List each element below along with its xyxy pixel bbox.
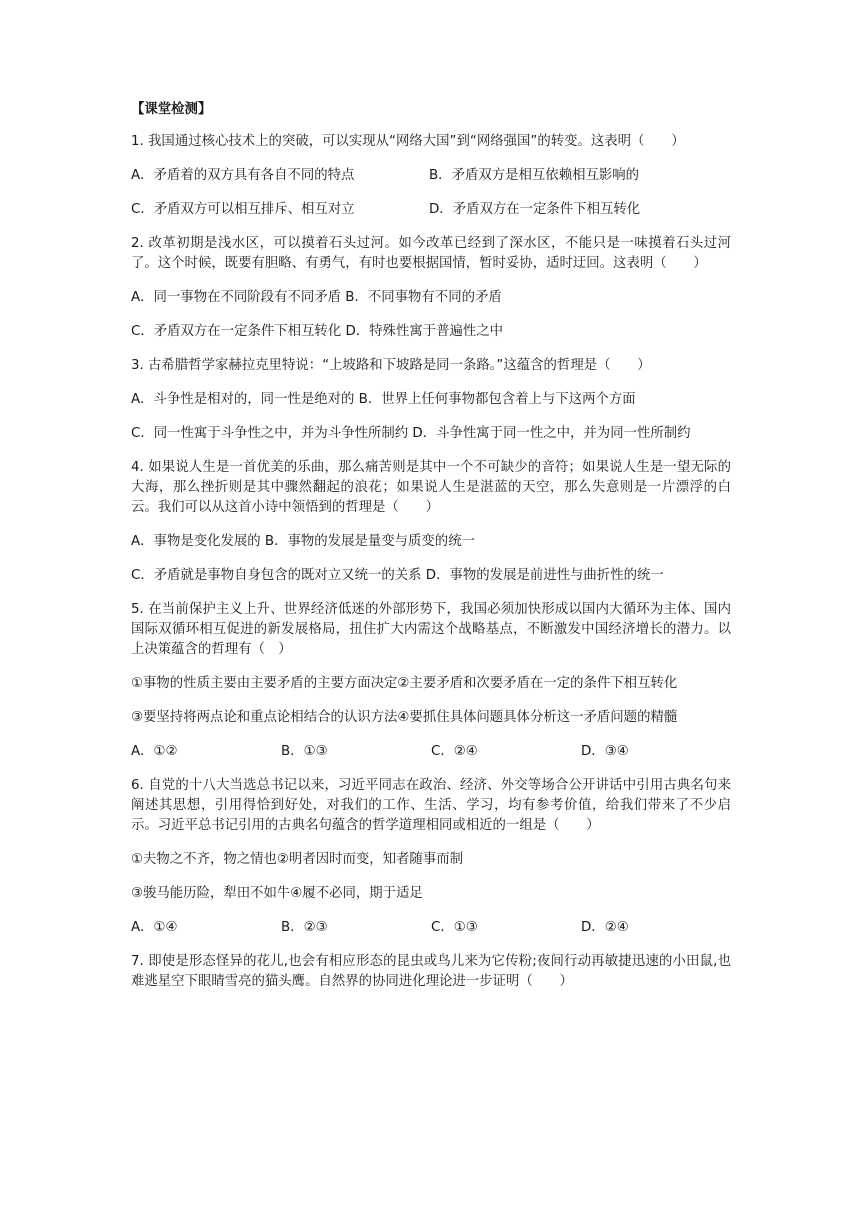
question-4-options-cd: C．矛盾就是事物自身包含的既对立又统一的关系 D．事物的发展是前进性与曲折性的统一: [131, 568, 664, 583]
question-5-options: [131, 742, 731, 762]
question-1-options-row-1: [131, 166, 731, 186]
question-6-stem: 6. 自党的十八大当选总书记以来，习近平同志在政治、经济、外交等场合公开讲话中引用古典名句来阐述其思想，引用得恰到好处，对我们的工作、生活、学习，均有参考价值，给我们带来了不少启示。习近平总书记引用的古典名句蕴含的哲学道理相同或相近的一组是（ ）: [131, 778, 731, 833]
question-1-stem: 1. 我国通过核心技术上的突破，可以实现从“网络大国”到“网络强国”的转变。这表明（ ）: [131, 134, 685, 149]
question-5-option-c: C．②④: [431, 744, 478, 759]
question-6-option-b: B．②③: [281, 920, 328, 935]
question-6-statements-3-4: ③骏马能历险，犁田不如牛④履不必同，期于适足: [131, 886, 423, 901]
question-5-statements-1-2: ①事物的性质主要由主要矛盾的主要方面决定②主要矛盾和次要矛盾在一定的条件下相互转化: [131, 676, 678, 691]
question-5-option-a: A．①②: [131, 744, 178, 759]
question-6-option-a: A．①④: [131, 920, 178, 935]
question-3-options-cd: C．同一性寓于斗争性之中，并为斗争性所制约 D．斗争性寓于同一性之中，并为同一性所制约: [131, 426, 691, 441]
question-2-options-cd: C．矛盾双方在一定条件下相互转化 D．特殊性寓于普遍性之中: [131, 324, 504, 339]
section-title: 【课堂检测】: [131, 102, 212, 117]
question-1-option-a: A．矛盾着的双方具有各自不同的特点: [131, 168, 355, 183]
question-5-option-d: D．③④: [581, 744, 629, 759]
question-5-stem: 5. 在当前保护主义上升、世界经济低迷的外部形势下，我国必须加快形成以国内大循环为主体、国内国际双循环相互促进的新发展格局，扭住扩大内需这个战略基点，不断激发中国经济增长的潜力。以上决策蕴含的哲理有（ ）: [131, 602, 731, 657]
question-4-options-ab: A．事物是变化发展的 B．事物的发展是量变与质变的统一: [131, 534, 475, 549]
question-2-stem: 2. 改革初期是浅水区，可以摸着石头过河。如今改革已经到了深水区，不能只是一味摸着石头过河了。这个时候，既要有胆略、有勇气，有时也要根据国情，暂时妥协，适时迂回。这表明（ ）: [131, 236, 731, 271]
question-1-options-row-2: [131, 200, 731, 220]
question-6-option-d: D．②④: [581, 920, 629, 935]
worksheet-page: [131, 100, 731, 1006]
question-3-options-ab: A．斗争性是相对的，同一性是绝对的 B．世界上任何事物都包含着上与下这两个方面: [131, 392, 636, 407]
question-4-stem: 4. 如果说人生是一首优美的乐曲，那么痛苦则是其中一个不可缺少的音符；如果说人生是一望无际的大海，那么挫折则是其中骤然翻起的浪花；如果说人生是湛蓝的天空，那么失意则是一片漂浮的白云。我们可以从这首小诗中领悟到的哲理是（ ）: [131, 460, 731, 515]
question-6-statements-1-2: ①夫物之不齐，物之情也②明者因时而变，知者随事而制: [131, 852, 463, 867]
question-2-options-ab: A．同一事物在不同阶段有不同矛盾 B．不同事物有不同的矛盾: [131, 290, 502, 305]
question-5-option-b: B．①③: [281, 744, 328, 759]
question-7-stem: 7. 即使是形态怪异的花儿,也会有相应形态的昆虫或鸟儿来为它传粉;夜间行动再敏捷迅速的小田鼠,也难逃星空下眼睛雪亮的猫头鹰。自然界的协同进化理论进一步证明（ ）: [131, 954, 731, 989]
question-6-options: [131, 918, 731, 938]
question-3-stem: 3. 古希腊哲学家赫拉克里特说：“上坡路和下坡路是同一条路。”这蕴含的哲理是（ ）: [131, 358, 651, 373]
question-1-option-d: D．矛盾双方在一定条件下相互转化: [429, 202, 641, 217]
question-6-option-c: C．①③: [431, 920, 478, 935]
question-1-option-b: B．矛盾双方是相互依赖相互影响的: [429, 168, 640, 183]
question-1-option-c: C．矛盾双方可以相互排斥、相互对立: [131, 202, 355, 217]
question-5-statements-3-4: ③要坚持将两点论和重点论相结合的认识方法④要抓住具体问题具体分析这一矛盾问题的精髓: [131, 710, 678, 725]
